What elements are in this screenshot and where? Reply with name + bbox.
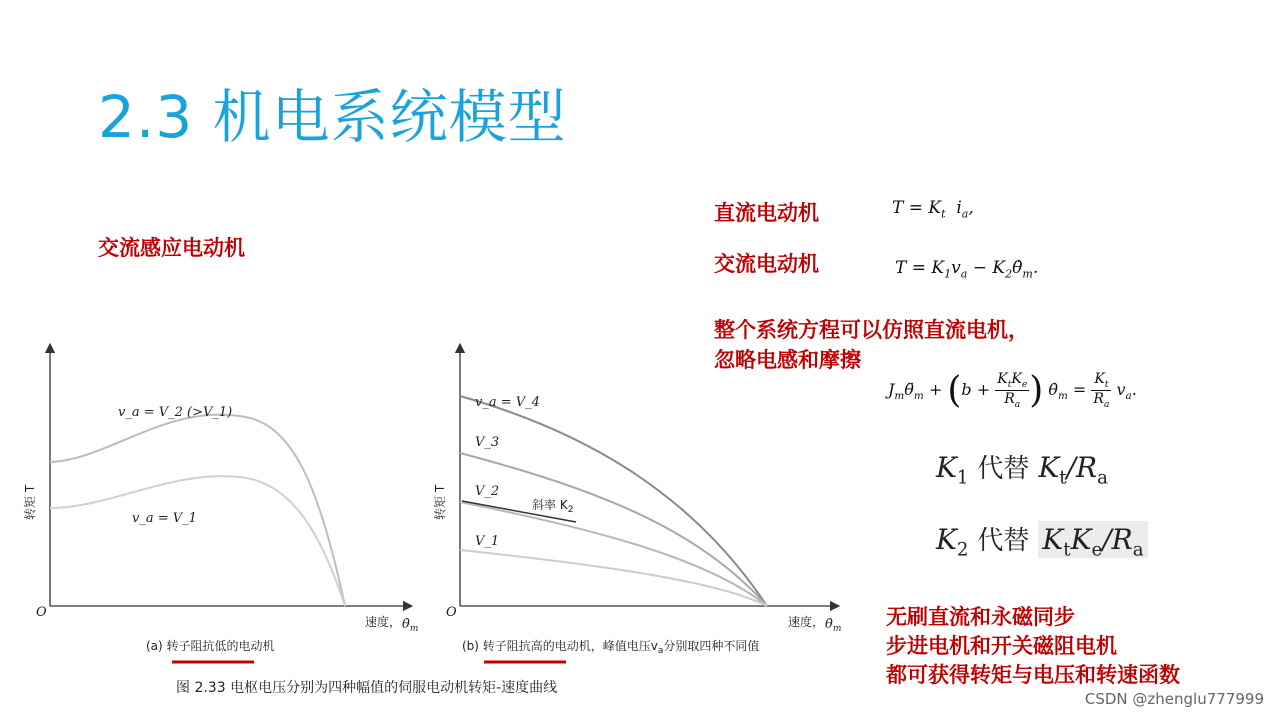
ac-torque-equation: $T = K_1v_a$ − $K_2\thetȧ_m$.: [895, 258, 1039, 281]
system-equation: $J_m\thetä_m + (b$ + $\frac{K_tK_e}{R_a}$ ) $\thetȧ_m$ = $\frac{K_t}{R_a}$ $v_a$.: [888, 370, 1137, 411]
panel-b-origin: O: [446, 605, 457, 620]
panel-a-x-symbol: $\thetȧ_m$: [402, 617, 419, 634]
figure-caption: 图 2.33 电枢电压分别为四种幅值的伺服电动机转矩-速度曲线: [176, 680, 558, 696]
ac-induction-motor-label: 交流感应电动机: [98, 236, 245, 260]
caption-a: (a) 转子阻抗低的电动机: [146, 639, 275, 653]
dc-torque-equation: $T = K_t$ $i_a$,: [892, 198, 974, 221]
panel-a-label-v2: v_a = V_2 (>V_1): [118, 405, 233, 420]
panel-a-curve-v1: [50, 476, 345, 606]
dc-motor-label: 直流电动机: [714, 201, 819, 225]
panel-a-y-label: 转矩 T: [23, 484, 37, 520]
ac-motor-label: 交流电动机: [714, 252, 819, 276]
system-note-line1: 整个系统方程可以仿照直流电机，: [714, 318, 1029, 342]
torque-speed-figure: [0, 330, 880, 720]
panel-b-curve-v4: [460, 396, 767, 606]
panel-b-label-v1: V_1: [475, 534, 500, 549]
caption-b: (b) 转子阻抗高的电动机，峰值电压$v_a$分别取四种不同值: [462, 639, 760, 656]
panel-b-slope-label: 斜率 $K_2$: [532, 498, 574, 515]
k1-replacement: $K_1$ 代替 $K_t/R_a$: [936, 451, 1108, 489]
panel-a-label-v1: v_a = V_1: [132, 511, 197, 526]
panel-a-curve-v2: [50, 415, 345, 606]
panel-b-x-symbol: $\thetȧ_m$: [825, 617, 842, 634]
panel-b: [432, 348, 841, 634]
page-title: 2.3 机电系统模型: [98, 83, 567, 151]
motor-types-line1: 无刷直流和永磁同步: [886, 605, 1075, 629]
motor-types-line3: 都可获得转矩与电压和转速函数: [886, 663, 1180, 687]
panel-a-x-label: 速度，: [365, 615, 402, 629]
panel-a: [22, 348, 418, 634]
panel-b-curve-v3: [460, 453, 767, 606]
panel-a-origin: O: [36, 605, 47, 620]
panel-b-label-v3: V_3: [475, 435, 500, 450]
watermark: CSDN @zhenglu777999: [1084, 690, 1264, 708]
panel-b-y-label: 转矩 T: [433, 484, 447, 520]
motor-types-line2: 步进电机和开关磁阻电机: [886, 634, 1117, 658]
panel-b-label-v4: v_a = V_4: [475, 395, 540, 410]
system-note-line2: 忽略电感和摩擦: [714, 348, 861, 372]
panel-b-label-v2: V_2: [475, 484, 500, 499]
panel-b-x-label: 速度，: [788, 615, 825, 629]
k2-replacement: $K_2$ 代替 $K_tK_e/R_a$: [936, 520, 1148, 561]
